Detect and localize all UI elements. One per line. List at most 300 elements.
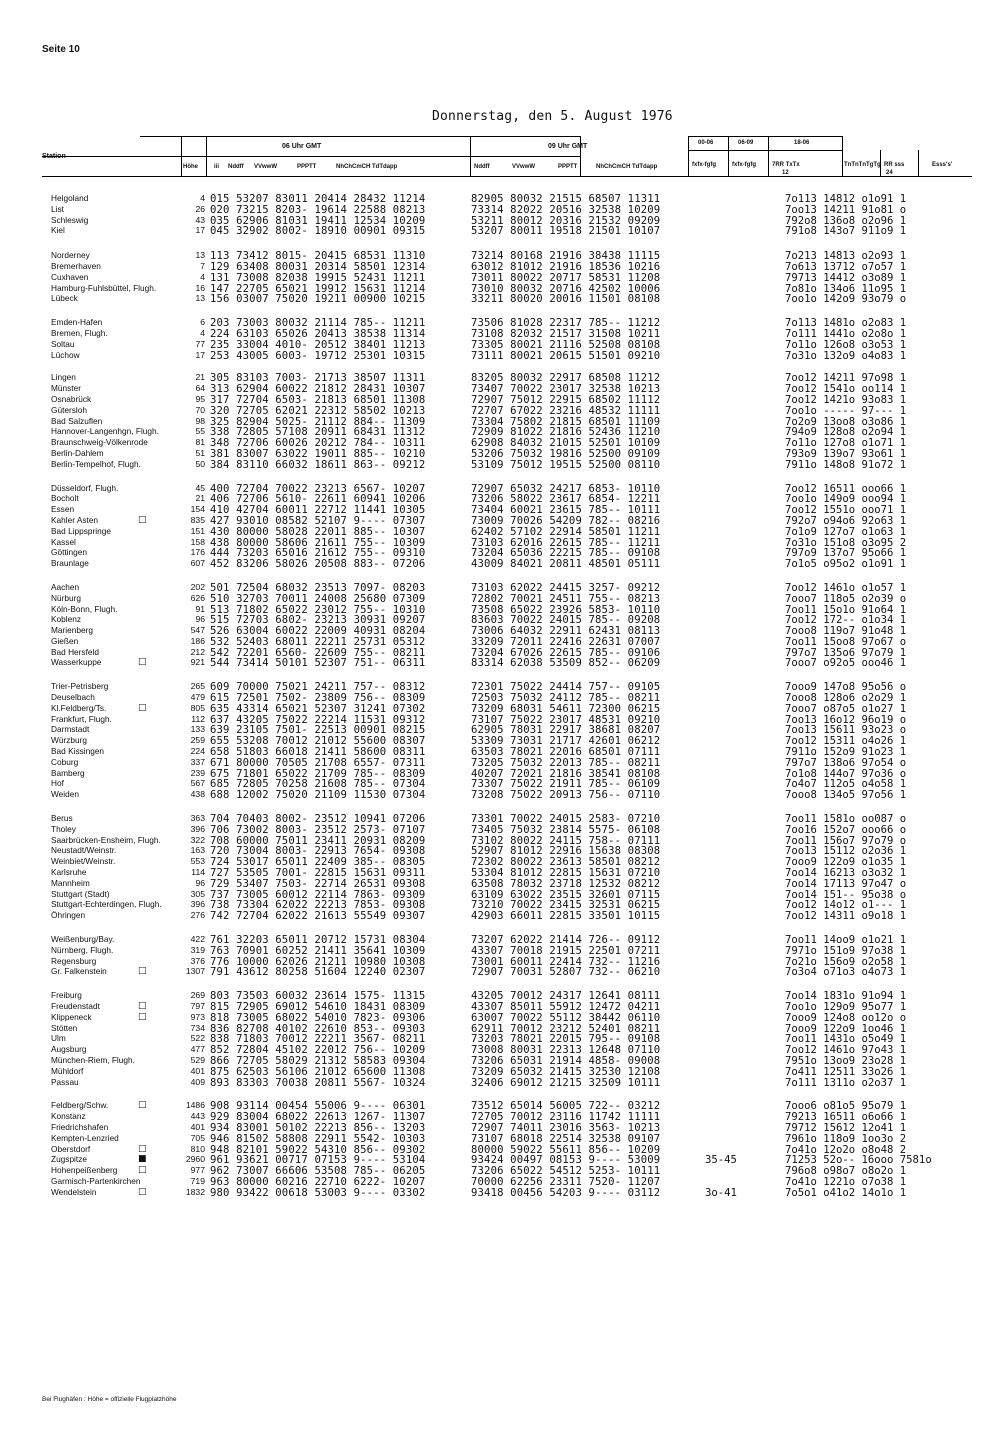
obs-06-gmt: 706 73002 8003- 23512 2573- 07107: [210, 823, 426, 836]
station-name: Augsburg: [51, 1044, 87, 1055]
station-name: Lingen: [51, 372, 76, 383]
obs-09-gmt: 73404 60021 23615 785-- 10111: [471, 504, 661, 517]
station-name: Neustadt/Weinstr.: [51, 845, 117, 856]
obs-09-gmt: 53109 75012 19515 52500 08110: [471, 458, 661, 471]
daily-summary: 792o7 o94o6 92o63 1: [785, 514, 907, 527]
station-height: 835: [190, 514, 205, 525]
daily-summary: 7oo11 156o7 97o79 o: [785, 834, 907, 847]
station-height: 45: [195, 482, 205, 493]
daily-summary: 7oo12 14311 o9o18 1: [785, 910, 907, 923]
station-name: Mannheim: [51, 877, 90, 888]
table-row: [0, 448, 1000, 459]
station-name: Passau: [51, 1076, 79, 1087]
obs-06-gmt: 320 72705 62021 22312 58502 10213: [210, 404, 426, 417]
obs-09-gmt: 73207 62022 21414 726-- 09112: [471, 934, 661, 947]
table-row: [0, 647, 1000, 658]
station-height: 64: [195, 383, 205, 394]
header-gust-1: fxfx-fgfg: [692, 162, 716, 168]
obs-06-gmt: 934 83001 50102 22213 856-- 13203: [210, 1121, 426, 1134]
obs-09-gmt: 73304 75802 21815 68501 11109: [471, 415, 661, 428]
obs-06-gmt: 704 70403 8002- 23512 10941 07206: [210, 813, 426, 826]
obs-06-gmt: 609 70000 75021 24211 757-- 08312: [210, 681, 426, 694]
table-row: [0, 250, 1000, 261]
obs-06-gmt: 348 72706 60026 20212 784-- 10311: [210, 437, 426, 450]
header-06-col-4: NhChCmCH: [336, 164, 371, 170]
obs-09-gmt: 73107 75022 23017 48531 09210: [471, 713, 661, 726]
table-row: [0, 1154, 1000, 1165]
station-height: 422: [190, 934, 205, 945]
header-rr-sss: RR sss: [884, 162, 905, 168]
station-height: 112: [191, 713, 205, 724]
table-row: [0, 328, 1000, 339]
obs-06-gmt: 384 83110 66032 18611 863-- 09212: [210, 458, 426, 471]
station-height: 477: [190, 1044, 205, 1055]
daily-summary: 7961o 118o9 1oo3o 2: [785, 1132, 907, 1145]
obs-09-gmt: 53206 75032 19816 52500 09109: [471, 447, 661, 460]
daily-summary: 7oo14 1831o 91o94 1: [785, 990, 907, 1003]
obs-06-gmt: 438 80000 58606 21611 755-- 10309: [210, 536, 426, 549]
header-09-col-4: NhChCmCH: [596, 164, 631, 170]
station-name: List: [51, 203, 64, 214]
daily-summary: 79213 16511 o6o66 1: [785, 1111, 907, 1124]
page-number: Seite 10: [42, 44, 80, 55]
obs-09-gmt: 62908 84032 21015 52501 10109: [471, 437, 661, 450]
station-group: [0, 681, 1000, 800]
obs-09-gmt: 73206 65022 54512 5253- 10111: [471, 1165, 661, 1178]
station-height: 81: [195, 437, 205, 448]
station-height: 977: [190, 1165, 205, 1176]
station-name: Wasserkuppe: [51, 657, 102, 668]
obs-06-gmt: 803 73503 60032 23614 1575- 11315: [210, 990, 426, 1003]
station-name: Marienberg: [51, 625, 93, 636]
header-06-col-1: Nddff: [228, 164, 244, 170]
station-height: 396: [190, 823, 205, 834]
obs-09-gmt: 73206 58022 23617 6854- 12211: [471, 493, 661, 506]
obs-06-gmt: 729 53407 7503- 22714 26531 09308: [210, 877, 426, 890]
obs-09-gmt: 83314 62038 53509 852-- 06209: [471, 657, 661, 670]
obs-09-gmt: 72907 74011 23016 3563- 10213: [471, 1121, 661, 1134]
station-name: Soltau: [51, 338, 75, 349]
obs-09-gmt: 73214 80168 21916 38438 11115: [471, 250, 661, 263]
station-height: 337: [190, 756, 205, 767]
station-name: Nürnberg, Flugh.: [51, 944, 114, 955]
station-name: Osnabrück: [51, 393, 92, 404]
station-name: Kahler Asten: [51, 514, 99, 525]
table-row: [0, 215, 1000, 226]
daily-summary: 7o21o 156o9 o2o58 1: [785, 955, 907, 968]
station-table: [0, 180, 1000, 1198]
obs-09-gmt: 53207 80011 19518 21501 10107: [471, 225, 661, 238]
table-row: [0, 1066, 1000, 1077]
table-row: [0, 878, 1000, 889]
obs-06-gmt: 325 82904 5025- 21112 884-- 11309: [210, 415, 426, 428]
gust-range: 3o-41: [705, 1186, 737, 1199]
obs-06-gmt: 338 72805 57108 20911 68431 11312: [210, 426, 426, 439]
station-name: Hamburg-Fuhlsbüttel, Flugh.: [51, 282, 157, 293]
obs-09-gmt: 33209 72011 22416 22631 07007: [471, 635, 661, 648]
obs-09-gmt: 73111 80021 20615 51501 09210: [471, 349, 661, 362]
obs-06-gmt: 317 72704 6503- 21813 68501 11308: [210, 393, 426, 406]
daily-summary: 7oo11 1431o o5o49 1: [785, 1033, 907, 1046]
daily-summary: 7ooo9 147o8 95o56 o: [785, 681, 907, 694]
table-row: [0, 692, 1000, 703]
obs-06-gmt: 658 51803 66018 21411 58600 08311: [210, 746, 426, 759]
table-row: [0, 537, 1000, 548]
table-row: [0, 426, 1000, 437]
obs-06-gmt: 637 43205 75022 22214 11531 09312: [210, 713, 426, 726]
station-name: Stuttgart (Stadt): [51, 888, 110, 899]
station-height: 805: [190, 702, 205, 713]
station-group: [0, 483, 1000, 569]
station-height: 319: [190, 944, 205, 955]
obs-09-gmt: 72503 75032 24112 785-- 08211: [471, 692, 661, 705]
table-row: [0, 824, 1000, 835]
station-group: [0, 1100, 1000, 1197]
station-group: [0, 813, 1000, 921]
daily-summary: 7oo11 14oo9 o1o21 1: [785, 934, 907, 947]
station-height: 21: [195, 372, 205, 383]
table-row: [0, 1055, 1000, 1066]
table-row: [0, 593, 1000, 604]
mountain-station-marker: □: [138, 514, 147, 525]
station-name: Deuselbach: [51, 692, 95, 703]
footnote: Bei Flughäfen : Höhe = offizielle Flugplatzhöhe: [42, 1396, 177, 1403]
station-group: [0, 934, 1000, 977]
daily-summary: 7o41o 12o2o o8o48 2: [785, 1143, 907, 1156]
daily-summary: 7o4o7 112o5 o4o58 1: [785, 778, 907, 791]
daily-summary: 7o113 14812 o1o91 1: [785, 193, 907, 205]
obs-06-gmt: 452 83206 58026 20508 883-- 07206: [210, 558, 426, 571]
station-name: Tholey: [51, 823, 76, 834]
table-row: [0, 778, 1000, 789]
station-height: 17: [195, 349, 205, 360]
station-name: Darmstadt: [51, 724, 90, 735]
header-09-gmt: 09 Uhr GMT: [548, 143, 588, 150]
station-name: Hohenpeißenberg: [51, 1165, 118, 1176]
obs-09-gmt: 42903 66011 22815 33501 10115: [471, 910, 661, 923]
obs-09-gmt: 93424 00497 08153 9---- 53009: [471, 1154, 661, 1167]
obs-09-gmt: 73210 70022 23415 32531 06215: [471, 899, 661, 912]
daily-summary: 7ooo6 o81o5 95o79 1: [785, 1100, 907, 1113]
obs-09-gmt: 63503 78021 22016 68501 07111: [471, 746, 661, 759]
daily-summary: 7oo11 15o1o 91o64 1: [785, 603, 907, 616]
station-height: 376: [190, 955, 205, 966]
station-height: 51: [195, 447, 205, 458]
station-name: Coburg: [51, 756, 79, 767]
obs-06-gmt: 224 63103 65026 20413 38538 11314: [210, 327, 426, 340]
obs-06-gmt: 113 73412 8015- 20415 68531 11310: [210, 250, 426, 263]
header-period-00-06: 00-06: [698, 140, 714, 146]
table-row: [0, 1044, 1000, 1055]
header-station: Station: [42, 153, 66, 160]
table-row: [0, 405, 1000, 416]
daily-summary: 7ooo7 o87o5 o1o27 1: [785, 702, 907, 715]
station-height: 186: [190, 635, 205, 646]
station-name: Berus: [51, 813, 73, 824]
station-name: Cuxhaven: [51, 271, 89, 282]
station-height: 305: [190, 888, 205, 899]
daily-summary: 7oo1o 129o9 95o77 1: [785, 1001, 907, 1013]
table-row: [0, 714, 1000, 725]
daily-summary: 7oo12 1421o 93o83 1: [785, 393, 907, 406]
table-row: [0, 1111, 1000, 1122]
obs-09-gmt: 73010 80032 20716 42502 10006: [471, 282, 661, 295]
obs-09-gmt: 73407 70022 23017 32538 10213: [471, 383, 661, 396]
station-name: Gr. Falkenstein: [51, 966, 107, 977]
station-height: 269: [190, 990, 205, 1001]
obs-09-gmt: 73008 80031 22313 12648 07110: [471, 1044, 661, 1057]
obs-06-gmt: 427 93010 08582 52107 9---- 07307: [210, 514, 426, 527]
station-name: Göttingen: [51, 547, 87, 558]
station-name: Feldberg/Schw.: [51, 1100, 109, 1111]
obs-06-gmt: 400 72704 70022 23213 6567- 10207: [210, 482, 426, 495]
obs-06-gmt: 501 72504 68032 23513 7097- 08203: [210, 581, 426, 594]
daily-summary: 7ooo9 124o8 oo12o o: [785, 1011, 907, 1024]
obs-09-gmt: 53211 80012 20316 21532 09209: [471, 214, 661, 227]
mountain-station-marker: □: [138, 1011, 147, 1022]
obs-06-gmt: 742 72704 62022 21613 55549 09307: [210, 910, 426, 923]
obs-09-gmt: 72907 65032 24217 6853- 10110: [471, 482, 661, 495]
obs-09-gmt: 83603 70022 24015 785-- 09208: [471, 614, 661, 627]
table-row: [0, 558, 1000, 569]
table-row: [0, 889, 1000, 900]
obs-06-gmt: 738 73304 62022 22213 7853- 09308: [210, 899, 426, 912]
header-gust-2: fxfx-fgfg: [732, 162, 756, 168]
daily-summary: 7o11o 126o8 o3o53 1: [785, 338, 907, 351]
station-height: 158: [190, 536, 205, 547]
obs-06-gmt: 962 73007 66606 53508 785-- 06205: [210, 1165, 426, 1178]
obs-09-gmt: 73512 65014 56005 722-- 03212: [471, 1100, 661, 1113]
daily-summary: 794o9 128o8 o2o94 1: [785, 426, 907, 439]
obs-09-gmt: 73203 78021 22015 795-- 09108: [471, 1033, 661, 1046]
obs-09-gmt: 73307 75022 21911 785-- 06109: [471, 778, 661, 791]
station-height: 259: [190, 735, 205, 746]
table-row: [0, 272, 1000, 283]
obs-09-gmt: 73001 60011 22414 732-- 11216: [471, 955, 661, 968]
obs-06-gmt: 015 53207 83011 20414 28432 11214: [210, 193, 426, 205]
obs-09-gmt: 83205 80032 22917 68508 11212: [471, 372, 661, 385]
header-06-col-3: PPPTT: [297, 164, 317, 170]
table-row: [0, 990, 1000, 1001]
table-row: [0, 768, 1000, 779]
table-row: [0, 526, 1000, 537]
obs-09-gmt: 73011 80022 20717 58531 11208: [471, 271, 661, 284]
obs-09-gmt: 72907 70031 52807 732-- 06210: [471, 966, 661, 979]
obs-06-gmt: 045 32902 8002- 18910 00901 09315: [210, 225, 426, 238]
obs-06-gmt: 406 72706 5610- 22611 60941 10206: [210, 493, 426, 506]
station-name: Freiburg: [51, 990, 82, 1001]
obs-06-gmt: 675 71801 65022 21709 785-- 08309: [210, 767, 426, 780]
obs-09-gmt: 72302 80022 23613 58501 08212: [471, 856, 661, 869]
station-height: 70: [195, 404, 205, 415]
table-row: [0, 735, 1000, 746]
station-height: 265: [190, 681, 205, 692]
table-row: [0, 746, 1000, 757]
obs-09-gmt: 73103 62016 22615 785-- 11211: [471, 536, 661, 549]
table-row: [0, 1023, 1000, 1034]
station-group: [0, 250, 1000, 304]
obs-06-gmt: 035 62906 81031 19411 12534 10209: [210, 214, 426, 227]
station-group: [0, 193, 1000, 236]
daily-summary: 7ooo8 119o7 91o48 1: [785, 625, 907, 638]
station-name: Weißenburg/Bay.: [51, 934, 115, 945]
obs-09-gmt: 73006 64032 22911 62431 08113: [471, 625, 661, 638]
table-row: [0, 636, 1000, 647]
daily-summary: 7oo1o 149o9 ooo94 1: [785, 493, 907, 506]
obs-09-gmt: 43205 70012 24317 12641 08111: [471, 990, 661, 1003]
station-height: 547: [190, 625, 205, 636]
station-name: Stuttgart-Echterdingen, Flugh.: [51, 899, 162, 910]
daily-summary: 7o1o8 144o7 97o36 o: [785, 767, 907, 780]
station-height: 705: [190, 1132, 205, 1143]
table-row: [0, 339, 1000, 350]
obs-06-gmt: 929 83004 68022 22613 1267- 11307: [210, 1111, 426, 1124]
obs-06-gmt: 763 70901 60252 21411 35641 10309: [210, 944, 426, 957]
station-name: Düsseldorf, Flugh.: [51, 482, 119, 493]
station-height: 98: [195, 415, 205, 426]
obs-06-gmt: 708 60000 75011 23411 20931 08209: [210, 834, 426, 847]
station-name: Braunlage: [51, 558, 89, 569]
obs-09-gmt: 73209 68031 54611 72300 06215: [471, 702, 661, 715]
table-row: [0, 416, 1000, 427]
station-height: 17: [195, 225, 205, 236]
table-row: [0, 856, 1000, 867]
table-row: [0, 789, 1000, 800]
daily-summary: 79713 14412 o3o89 1: [785, 271, 907, 284]
station-height: 2960: [185, 1154, 205, 1165]
station-height: 973: [190, 1011, 205, 1022]
station-name: Frankfurt, Flugh.: [51, 713, 112, 724]
mountain-station-marker: □: [138, 1143, 147, 1154]
obs-06-gmt: 156 03007 75020 19211 00900 10215: [210, 293, 426, 306]
daily-summary: 7911o 152o9 91o23 1: [785, 746, 907, 759]
obs-06-gmt: 313 62904 60022 21812 28431 10307: [210, 383, 426, 396]
station-height: 21: [195, 493, 205, 504]
station-height: 734: [190, 1022, 205, 1033]
station-name: Stötten: [51, 1022, 78, 1033]
station-name: Münster: [51, 383, 81, 394]
station-height: 1832: [185, 1186, 205, 1197]
station-name: Oberstdorf: [51, 1143, 91, 1154]
obs-09-gmt: 73009 70026 54209 782-- 08216: [471, 514, 661, 527]
table-row: [0, 813, 1000, 824]
table-row: [0, 483, 1000, 494]
obs-06-gmt: 526 63004 60022 22009 40931 08204: [210, 625, 426, 638]
table-row: [0, 204, 1000, 215]
station-height: 96: [195, 877, 205, 888]
header-sub-12: 12: [782, 170, 789, 176]
daily-summary: 7oo16 152o7 ooo66 o: [785, 823, 907, 836]
station-name: Regensburg: [51, 955, 97, 966]
station-height: 401: [190, 1065, 205, 1076]
gust-range: 35-45: [705, 1154, 737, 1167]
table-row: [0, 966, 1000, 977]
obs-09-gmt: 53304 81012 22815 15631 07210: [471, 867, 661, 880]
table-row: [0, 757, 1000, 768]
daily-summary: 7oo1o 142o9 93o79 o: [785, 293, 907, 306]
table-row: [0, 293, 1000, 304]
daily-summary: 7oo12 1461o o1o57 1: [785, 581, 907, 594]
table-row: [0, 317, 1000, 328]
station-name: Friedrichshafen: [51, 1121, 109, 1132]
obs-06-gmt: 727 53505 7001- 22815 15631 09311: [210, 867, 426, 880]
station-name: Kempten-Lenzried: [51, 1132, 119, 1143]
station-height: 95: [195, 393, 205, 404]
obs-09-gmt: 73301 70022 24015 2583- 07210: [471, 813, 661, 826]
table-row: [0, 899, 1000, 910]
daily-summary: 7o5o1 o41o2 14o1o 1: [785, 1186, 907, 1199]
obs-09-gmt: 73508 65022 23926 5853- 10110: [471, 603, 661, 616]
station-height: 921: [190, 657, 205, 668]
obs-06-gmt: 791 43612 80258 51604 12240 02307: [210, 966, 426, 979]
station-height: 607: [190, 558, 205, 569]
daily-summary: 797o7 138o6 97o54 o: [785, 756, 907, 769]
obs-06-gmt: 532 52403 68011 22211 25731 05312: [210, 635, 426, 648]
station-name: Bad Salzuflen: [51, 415, 103, 426]
station-name: Bad Hersfeld: [51, 646, 99, 657]
header-iii: iii: [214, 164, 220, 170]
station-height: 438: [190, 789, 205, 800]
obs-09-gmt: 73506 81028 22317 785-- 11212: [471, 317, 661, 330]
station-name: Norderney: [51, 250, 90, 261]
station-height: 163: [190, 845, 205, 856]
table-row: [0, 1133, 1000, 1144]
station-height: 91: [195, 603, 205, 614]
mountain-station-marker: □: [138, 1001, 147, 1011]
station-height: 50: [195, 458, 205, 469]
table-row: [0, 394, 1000, 405]
station-name: Nürburg: [51, 592, 81, 603]
obs-06-gmt: 615 72501 7502- 23809 756-- 08309: [210, 692, 426, 705]
obs-06-gmt: 430 80000 58028 22011 885-- 10307: [210, 525, 426, 538]
daily-summary: 7971o 151o9 97o38 1: [785, 944, 907, 957]
obs-06-gmt: 685 72805 70258 21608 785-- 07304: [210, 778, 426, 791]
daily-summary: 7oo11 15oo8 97o67 o: [785, 635, 907, 648]
station-name: Freudenstadt: [51, 1001, 100, 1011]
station-height: 7: [200, 260, 205, 271]
station-height: 13: [195, 250, 205, 261]
daily-summary: 7o613 13712 o7o57 1: [785, 260, 907, 273]
station-name: Kiel: [51, 225, 65, 236]
daily-summary: 7oo12 1541o oo114 1: [785, 383, 907, 396]
station-name: Garmisch-Partenkirchen: [51, 1175, 141, 1186]
station-name: Schleswig: [51, 214, 89, 225]
header-06-col-5: TdTdapp: [372, 164, 398, 170]
obs-09-gmt: 73103 62022 24415 3257- 09212: [471, 581, 661, 594]
station-height: 212: [190, 646, 205, 657]
header-09-col-3: PPPTT: [558, 164, 578, 170]
obs-06-gmt: 147 22705 65021 19912 15631 11214: [210, 282, 426, 295]
station-name: Köln-Bonn, Flugh.: [51, 603, 118, 614]
obs-09-gmt: 73206 65031 21914 4858- 09008: [471, 1054, 661, 1067]
daily-summary: 7oo14 16213 o3o32 1: [785, 867, 907, 880]
table-row: [0, 493, 1000, 504]
station-height: 26: [195, 203, 205, 214]
table-row: [0, 1165, 1000, 1176]
daily-summary: 7ooo9 122o9 1oo46 1: [785, 1022, 907, 1035]
table-row: [0, 547, 1000, 558]
obs-09-gmt: 63109 63022 23515 32601 07115: [471, 888, 661, 901]
daily-summary: 797o9 137o7 95o66 1: [785, 547, 907, 560]
station-height: 133: [190, 724, 205, 735]
table-row: [0, 1122, 1000, 1133]
obs-09-gmt: 72707 67022 23216 48532 11111: [471, 404, 661, 417]
header-esss: Esss's': [932, 162, 953, 168]
table-row: [0, 459, 1000, 470]
station-name: Bremerhaven: [51, 260, 101, 271]
station-height: 176: [190, 547, 205, 558]
daily-summary: 793o9 139o7 93o61 1: [785, 447, 907, 460]
